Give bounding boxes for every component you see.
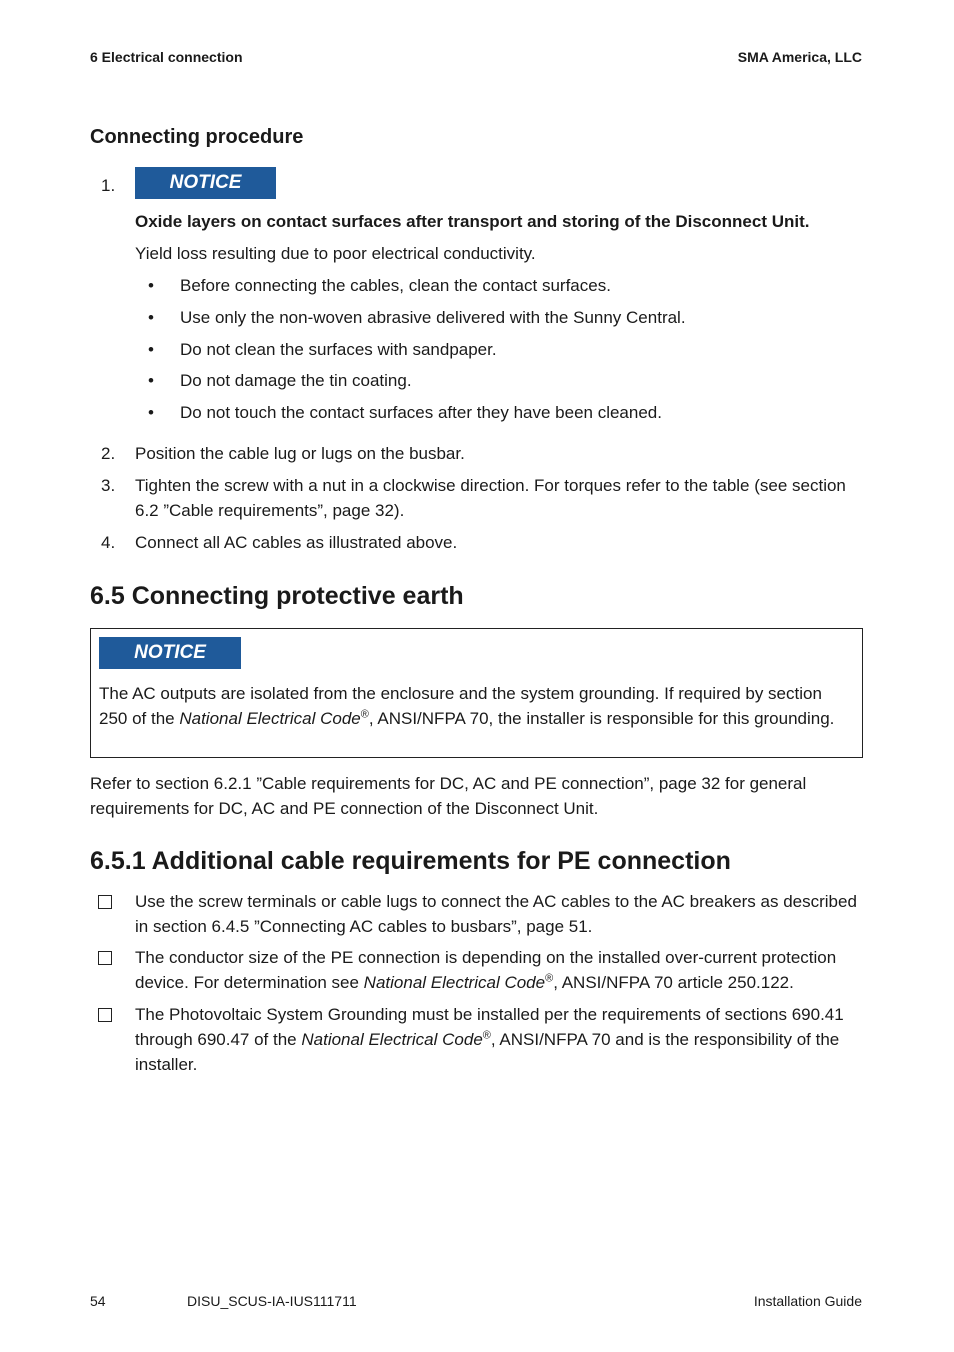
- section-heading-6-5: 6.5 Connecting protective earth: [90, 582, 464, 610]
- step-text: Tighten the screw with a nut in a clockwise direction. For torques refer to the table (see section 6.2 ”Cable requirements”, page 32).: [135, 476, 846, 520]
- checkbox-icon: [98, 1008, 112, 1022]
- refer-paragraph: Refer to section 6.2.1 ”Cable requirements for DC, AC and PE connection”, page 32 for general requirements for DC, AC and PE connection of the Disconnect Unit.: [90, 774, 807, 818]
- step-text: Connect all AC cables as illustrated above.: [135, 533, 458, 552]
- list-item: • Use only the non-woven abrasive delivered with the Sunny Central.: [148, 305, 686, 330]
- checklist-item: Use the screw terminals or cable lugs to connect the AC cables to the AC breakers as described in section 6.4.5 ”Connecting AC cables to busbars”, page 51.: [98, 889, 862, 939]
- notice-text: Yield loss resulting due to poor electrical conductivity.: [135, 244, 536, 263]
- step-number: 2.: [101, 444, 116, 463]
- bullet-icon: •: [148, 308, 154, 327]
- header-chapter: 6 Electrical connection: [90, 49, 243, 65]
- list-item: • Do not touch the contact surfaces after they have been cleaned.: [148, 400, 662, 425]
- checklist-item: The conductor size of the PE connection is depending on the installed over-current protection device. For determination see National Electrical Code®, ANSI/NFPA 70 article 250.122.: [98, 945, 862, 995]
- step-number: 4.: [101, 533, 116, 552]
- checkbox-icon: [98, 951, 112, 965]
- header-company: SMA America, LLC: [737, 49, 862, 65]
- notice-box: [90, 628, 863, 758]
- section-heading-6-5-1: 6.5.1 Additional cable requirements for PE connection: [90, 847, 731, 875]
- notice-title: Oxide layers on contact surfaces after transport and storing of the Disconnect Unit.: [135, 212, 810, 231]
- footer-doc-id: DISU_SCUS-IA-IUS111711: [187, 1293, 357, 1309]
- step-number: 3.: [101, 476, 116, 495]
- list-item: • Do not damage the tin coating.: [148, 368, 412, 393]
- bullet-icon: •: [148, 340, 154, 359]
- footer-doc-type: Installation Guide: [753, 1293, 862, 1309]
- bullet-icon: •: [148, 403, 154, 422]
- list-item: • Do not clean the surfaces with sandpaper.: [148, 337, 497, 362]
- checklist-item: The Photovoltaic System Grounding must be installed per the requirements of sections 690.41 through 690.47 of the National Electrical Code®, ANSI/NFPA 70 and is the responsibility of the installer.: [98, 1002, 862, 1077]
- procedure-heading: Connecting procedure: [90, 126, 304, 148]
- bullet-icon: •: [148, 371, 154, 390]
- bullet-icon: •: [148, 276, 154, 295]
- step-1-number: 1.: [101, 176, 116, 195]
- list-item: • Before connecting the cables, clean the contact surfaces.: [148, 273, 611, 298]
- step-text: Position the cable lug or lugs on the busbar.: [135, 444, 465, 463]
- notice-text: The AC outputs are isolated from the enclosure and the system grounding. If required by section 250 of the National Electrical Code®, ANSI/NFPA 70, the installer is responsible for this grounding.: [99, 684, 835, 728]
- notice-badge: NOTICE: [135, 167, 276, 199]
- notice-badge: NOTICE: [99, 637, 241, 669]
- checkbox-icon: [98, 895, 112, 909]
- footer-page-number: 54: [90, 1293, 106, 1309]
